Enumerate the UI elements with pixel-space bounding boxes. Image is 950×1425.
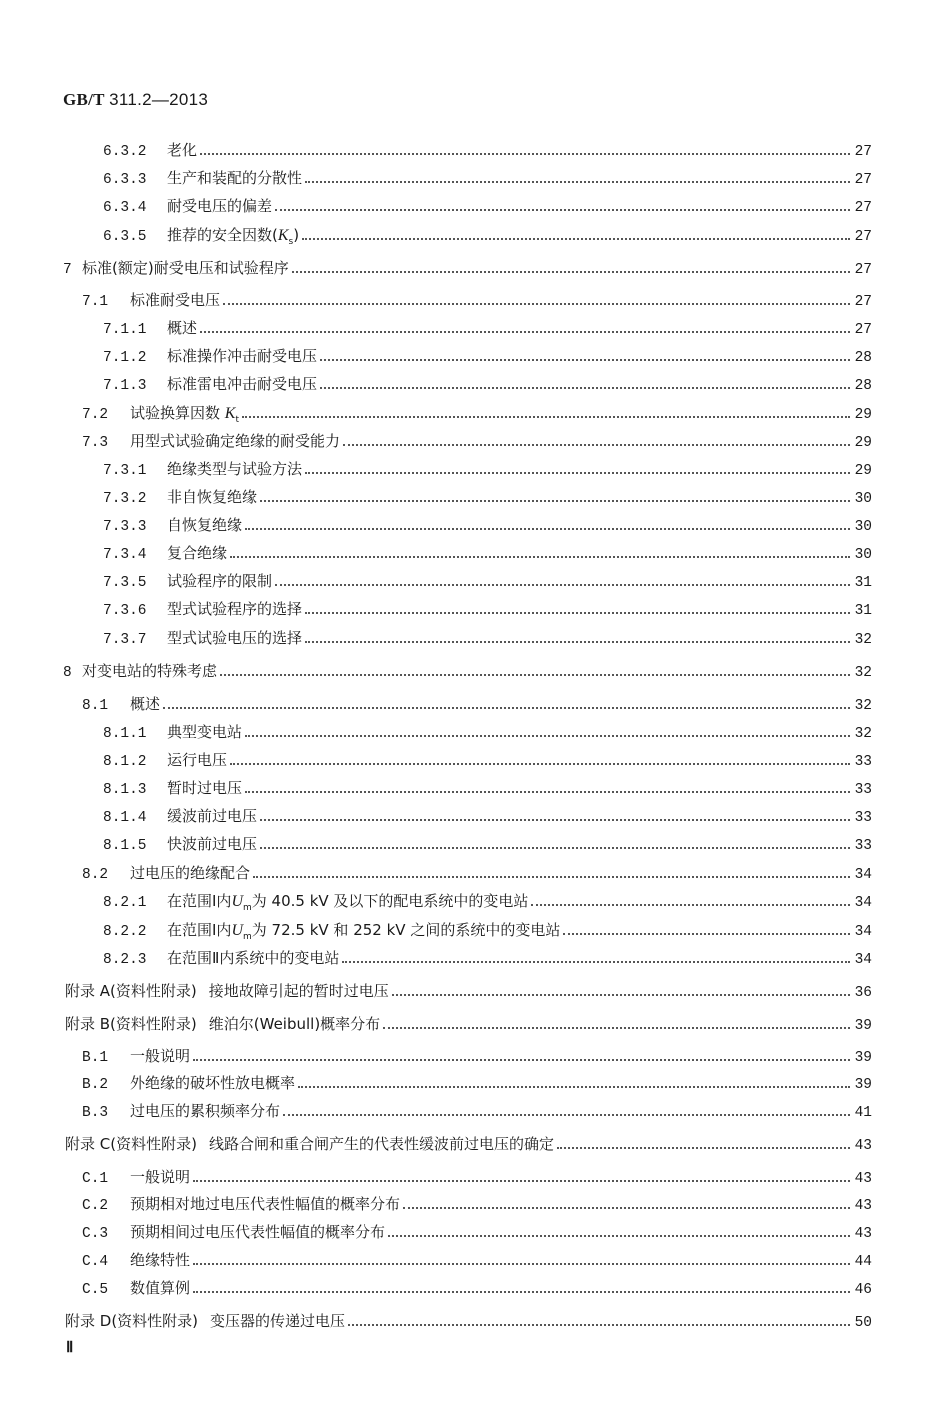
toc-entry[interactable]	[0, 693, 872, 715]
entry-title	[167, 627, 302, 648]
entry-page-number: 33	[854, 838, 872, 854]
dot-leader	[230, 763, 850, 765]
entry-number: 6.3.2	[103, 144, 147, 160]
entry-title-text: 在范围Ⅰ内	[167, 892, 232, 910]
toc-entry[interactable]	[0, 890, 872, 912]
entry-title-text: 接地故障引起的暂时过电压	[208, 982, 389, 1000]
math-subscript: s	[288, 237, 294, 247]
entry-title	[130, 862, 250, 883]
entry-page-number: 41	[854, 1105, 872, 1121]
toc-entry[interactable]	[0, 805, 872, 827]
entry-number: 7.1.2	[103, 350, 147, 366]
entry-page-number: 43	[854, 1138, 872, 1154]
entry-number: C.1	[82, 1171, 109, 1187]
entry-number: 7.3	[82, 435, 109, 451]
entry-title-text: 预期相间过电压代表性幅值的概率分布	[130, 1223, 386, 1241]
entry-page-number: 34	[854, 867, 872, 883]
entry-page-number: 32	[854, 632, 872, 648]
toc-entry[interactable]	[0, 862, 872, 884]
entry-page-number: 28	[854, 378, 872, 394]
dot-leader	[320, 387, 850, 389]
entry-page-number: 27	[854, 144, 872, 160]
entry-title-text: 老化	[167, 141, 198, 159]
entry-title-suffix: )	[293, 226, 300, 244]
entry-number: 附录 D(资料性附录)	[65, 1312, 199, 1330]
entry-title-text: 标准耐受电压	[130, 291, 221, 309]
entry-page-number: 46	[854, 1282, 872, 1298]
toc-entry[interactable]	[0, 1249, 872, 1271]
entry-title-text: 型式试验电压的选择	[167, 629, 303, 647]
math-subscript: t	[235, 415, 239, 425]
entry-title	[167, 570, 272, 591]
toc-entry[interactable]	[0, 721, 872, 743]
entry-number: B.2	[82, 1077, 109, 1093]
entry-title	[167, 224, 299, 247]
entry-title	[130, 1193, 400, 1214]
entry-number: 附录 A(资料性附录)	[65, 982, 197, 1000]
toc-entry[interactable]	[0, 1133, 872, 1155]
entry-number: B.1	[82, 1050, 109, 1066]
toc-entry[interactable]	[0, 345, 872, 367]
entry-title-suffix: 为 40.5 kV 及以下的配电系统中的变电站	[251, 892, 529, 910]
toc-entry[interactable]	[0, 980, 872, 1002]
entry-page-number: 39	[854, 1050, 872, 1066]
entry-title-text: 绝缘类型与试验方法	[167, 460, 303, 478]
entry-title-text: 自恢复绝缘	[167, 516, 243, 534]
entry-number: 7.1.1	[103, 322, 147, 338]
entry-title	[130, 1277, 190, 1298]
dot-leader	[220, 674, 850, 676]
dot-leader	[275, 584, 850, 586]
entry-title	[167, 890, 528, 913]
standard-prefix: GB/T	[63, 90, 105, 109]
entry-page-number: 39	[854, 1077, 872, 1093]
toc-entry[interactable]	[0, 317, 872, 339]
toc-entry[interactable]	[0, 257, 872, 279]
toc-entry[interactable]	[0, 777, 872, 799]
dot-leader	[320, 359, 850, 361]
entry-page-number: 31	[854, 603, 872, 619]
toc-entry[interactable]	[0, 1277, 872, 1299]
dot-leader	[163, 707, 850, 709]
entry-number: 7.3.4	[103, 547, 147, 563]
entry-title-text: 非自恢复绝缘	[167, 488, 258, 506]
entry-title	[130, 1221, 385, 1242]
entry-title-text: 用型式试验确定绝缘的耐受能力	[130, 432, 341, 450]
entry-number: B.3	[82, 1105, 109, 1121]
entry-page-number: 29	[854, 435, 872, 451]
dot-leader	[193, 1291, 850, 1293]
dot-leader	[283, 1114, 850, 1116]
toc-entry[interactable]	[0, 1166, 872, 1188]
math-variable: K	[277, 227, 289, 244]
entry-title-text: 过电压的累积频率分布	[130, 1102, 281, 1120]
entry-title-text: 概述	[130, 695, 161, 713]
dot-leader	[342, 961, 850, 963]
dot-leader	[403, 1207, 850, 1209]
entry-page-number: 27	[854, 322, 872, 338]
toc-entry[interactable]	[0, 1221, 872, 1243]
entry-page-number: 33	[854, 754, 872, 770]
entry-page-number: 34	[854, 924, 872, 940]
entry-number: C.2	[82, 1198, 109, 1214]
entry-page-number: 27	[854, 262, 872, 278]
entry-number: 8.1.5	[103, 838, 147, 854]
entry-number: 6.3.4	[103, 200, 147, 216]
entry-page-number: 32	[854, 698, 872, 714]
toc-entry[interactable]	[0, 1193, 872, 1215]
entry-number: 7.1	[82, 294, 109, 310]
dot-leader	[298, 1086, 850, 1088]
entry-title-text: 标准操作冲击耐受电压	[167, 347, 318, 365]
entry-number: 7.3.5	[103, 575, 147, 591]
entry-page-number: 36	[854, 985, 872, 1001]
math-variable: K	[224, 405, 236, 422]
entry-page-number: 43	[854, 1171, 872, 1187]
entry-number: 8.2.1	[103, 895, 147, 911]
dot-leader	[531, 904, 850, 906]
toc-entry[interactable]	[0, 458, 872, 480]
toc-entry[interactable]	[0, 195, 872, 217]
entry-page-number: 50	[854, 1315, 872, 1331]
toc-entry[interactable]	[0, 486, 872, 508]
toc-entry[interactable]	[0, 660, 872, 682]
toc-entry[interactable]	[0, 947, 872, 969]
dot-leader	[193, 1059, 850, 1061]
dot-leader	[305, 181, 850, 183]
entry-page-number: 29	[854, 407, 872, 423]
toc-entry[interactable]	[0, 1045, 872, 1067]
page-number-footer: Ⅱ	[66, 1340, 74, 1356]
toc-entry[interactable]	[0, 598, 872, 620]
entry-title	[167, 167, 302, 188]
entry-title	[82, 257, 289, 278]
entry-number: 6.3.5	[103, 229, 147, 245]
entry-title	[167, 195, 272, 216]
dot-leader	[557, 1147, 850, 1149]
entry-title	[130, 289, 220, 310]
entry-title	[167, 833, 257, 854]
entry-number: 7.2	[82, 407, 109, 423]
entry-title-text: 线路合闸和重合闸产生的代表性缓波前过电压的确定	[208, 1135, 554, 1153]
entry-title	[167, 486, 257, 507]
dot-leader	[245, 735, 850, 737]
dot-leader	[392, 994, 850, 996]
entry-page-number: 44	[854, 1254, 872, 1270]
dot-leader	[253, 876, 850, 878]
dot-leader	[223, 303, 850, 305]
dot-leader	[200, 153, 850, 155]
entry-number: 附录 B(资料性附录)	[65, 1015, 197, 1033]
entry-title	[209, 980, 389, 1001]
entry-title-text: 变压器的传递过电压	[210, 1312, 346, 1330]
dot-leader	[193, 1263, 850, 1265]
entry-title-text: 运行电压	[167, 751, 228, 769]
entry-title	[167, 777, 242, 798]
dot-leader	[260, 847, 850, 849]
toc-entry[interactable]	[0, 1310, 872, 1332]
toc-entry[interactable]	[0, 1072, 872, 1094]
dot-leader	[305, 641, 850, 643]
entry-page-number: 31	[854, 575, 872, 591]
toc-entry[interactable]	[0, 1100, 872, 1122]
entry-title	[209, 1133, 554, 1154]
entry-page-number: 43	[854, 1226, 872, 1242]
entry-title-text: 数值算例	[130, 1279, 191, 1297]
entry-title	[130, 430, 340, 451]
entry-title	[167, 598, 302, 619]
entry-title-text: 推荐的安全因数(	[167, 226, 278, 244]
entry-page-number: 29	[854, 463, 872, 479]
entry-number: 6.3.3	[103, 172, 147, 188]
entry-title	[130, 693, 160, 714]
entry-number: 附录 C(资料性附录)	[65, 1135, 197, 1153]
dot-leader	[260, 819, 850, 821]
entry-title-text: 典型变电站	[167, 723, 243, 741]
dot-leader	[193, 1180, 850, 1182]
entry-title	[209, 1013, 380, 1034]
entry-page-number: 30	[854, 547, 872, 563]
dot-leader	[343, 444, 850, 446]
entry-number: 8.2.3	[103, 952, 147, 968]
entry-title-text: 概述	[167, 319, 198, 337]
entry-number: 8.1.1	[103, 726, 147, 742]
entry-page-number: 32	[854, 665, 872, 681]
toc-entry[interactable]	[0, 373, 872, 395]
entry-title	[167, 749, 227, 770]
entry-title-text: 试验换算因数	[130, 404, 225, 422]
entry-title-text: 对变电站的特殊考虑	[82, 662, 218, 680]
toc-entry[interactable]	[0, 833, 872, 855]
entry-title-text: 型式试验程序的选择	[167, 600, 303, 618]
document-header	[63, 90, 208, 110]
entry-title-text: 预期相对地过电压代表性幅值的概率分布	[130, 1195, 401, 1213]
entry-title	[167, 458, 302, 479]
dot-leader	[245, 528, 850, 530]
entry-page-number: 33	[854, 810, 872, 826]
toc-entry[interactable]	[0, 542, 872, 564]
entry-title	[210, 1310, 345, 1331]
dot-leader	[563, 933, 850, 935]
entry-page-number: 34	[854, 895, 872, 911]
dot-leader	[302, 238, 850, 240]
dot-leader	[260, 500, 850, 502]
math-subscript: m	[243, 903, 252, 913]
entry-title	[167, 542, 227, 563]
entry-page-number: 32	[854, 726, 872, 742]
dot-leader	[388, 1235, 850, 1237]
entry-title	[167, 373, 317, 394]
toc-entry[interactable]	[0, 749, 872, 771]
toc-entry[interactable]	[0, 167, 872, 189]
toc-entry[interactable]	[0, 224, 872, 246]
toc-entry[interactable]	[0, 514, 872, 536]
entry-page-number: 27	[854, 200, 872, 216]
entry-title-text: 快波前过电压	[167, 835, 258, 853]
entry-title-text: 标准雷电冲击耐受电压	[167, 375, 318, 393]
entry-title-text: 一般说明	[130, 1047, 191, 1065]
math-variable: U	[231, 922, 243, 939]
entry-title	[167, 805, 257, 826]
entry-number: C.5	[82, 1282, 109, 1298]
entry-number: 8.1.2	[103, 754, 147, 770]
toc-entry[interactable]	[0, 289, 872, 311]
entry-title-text: 试验程序的限制	[167, 572, 273, 590]
entry-title-text: 复合绝缘	[167, 544, 228, 562]
dot-leader	[305, 472, 850, 474]
entry-page-number: 39	[854, 1018, 872, 1034]
entry-page-number: 27	[854, 229, 872, 245]
entry-title-suffix: 为 72.5 kV 和 252 kV 之间的系统中的变电站	[251, 921, 561, 939]
entry-title	[167, 721, 242, 742]
entry-page-number: 28	[854, 350, 872, 366]
entry-title	[130, 1072, 295, 1093]
entry-title	[167, 514, 242, 535]
entry-title-text: 一般说明	[130, 1168, 191, 1186]
entry-number: C.3	[82, 1226, 109, 1242]
entry-page-number: 33	[854, 782, 872, 798]
entry-number: 7.3.7	[103, 632, 147, 648]
entry-page-number: 43	[854, 1198, 872, 1214]
toc-entry[interactable]	[0, 627, 872, 649]
entry-title	[82, 660, 217, 681]
entry-title	[130, 1249, 190, 1270]
dot-leader	[305, 612, 850, 614]
entry-title-text: 暂时过电压	[167, 779, 243, 797]
math-subscript: m	[243, 932, 252, 942]
entry-page-number: 27	[854, 294, 872, 310]
entry-number: 8.1	[82, 698, 109, 714]
entry-number: 8	[63, 665, 72, 681]
dot-leader	[383, 1027, 850, 1029]
entry-title	[167, 947, 339, 968]
dot-leader	[275, 209, 850, 211]
entry-title	[167, 317, 197, 338]
entry-title-text: 生产和装配的分散性	[167, 169, 303, 187]
entry-title-text: 外绝缘的破坏性放电概率	[130, 1074, 296, 1092]
entry-number: 7	[63, 262, 72, 278]
entry-title-text: 绝缘特性	[130, 1251, 191, 1269]
entry-title	[130, 1100, 280, 1121]
entry-title-text: 缓波前过电压	[167, 807, 258, 825]
entry-number: 8.2	[82, 867, 109, 883]
entry-title	[167, 919, 560, 942]
toc-entry[interactable]	[0, 430, 872, 452]
entry-title	[130, 1166, 190, 1187]
entry-page-number: 30	[854, 519, 872, 535]
entry-page-number: 30	[854, 491, 872, 507]
entry-title-text: 耐受电压的偏差	[167, 197, 273, 215]
entry-title	[130, 402, 239, 425]
entry-title-text: 维泊尔(Weibull)概率分布	[208, 1015, 381, 1033]
entry-number: 7.3.2	[103, 491, 147, 507]
entry-title	[167, 345, 317, 366]
toc-entry[interactable]	[0, 919, 872, 941]
dot-leader	[200, 331, 850, 333]
entry-number: C.4	[82, 1254, 109, 1270]
dot-leader	[230, 556, 850, 558]
entry-title	[130, 1045, 190, 1066]
dot-leader	[348, 1324, 850, 1326]
entry-title-text: 过电压的绝缘配合	[130, 864, 251, 882]
entry-number: 7.3.6	[103, 603, 147, 619]
dot-leader	[242, 416, 850, 418]
entry-title-text: 标准(额定)耐受电压和试验程序	[82, 259, 289, 277]
entry-title-text: 在范围Ⅱ内系统中的变电站	[167, 949, 340, 967]
entry-number: 7.1.3	[103, 378, 147, 394]
standard-number: 311.2—2013	[109, 90, 209, 109]
entry-page-number: 27	[854, 172, 872, 188]
dot-leader	[292, 271, 850, 273]
entry-number: 7.3.3	[103, 519, 147, 535]
math-variable: U	[231, 893, 243, 910]
toc-entry[interactable]	[0, 570, 872, 592]
toc-entry[interactable]	[0, 1013, 872, 1035]
entry-title-text: 在范围Ⅰ内	[167, 921, 232, 939]
dot-leader	[245, 791, 850, 793]
entry-number: 8.2.2	[103, 924, 147, 940]
entry-number: 8.1.4	[103, 810, 147, 826]
entry-title	[167, 139, 197, 160]
toc-entry[interactable]	[0, 402, 872, 424]
entry-page-number: 34	[854, 952, 872, 968]
entry-number: 8.1.3	[103, 782, 147, 798]
entry-number: 7.3.1	[103, 463, 147, 479]
toc-entry[interactable]	[0, 139, 872, 161]
